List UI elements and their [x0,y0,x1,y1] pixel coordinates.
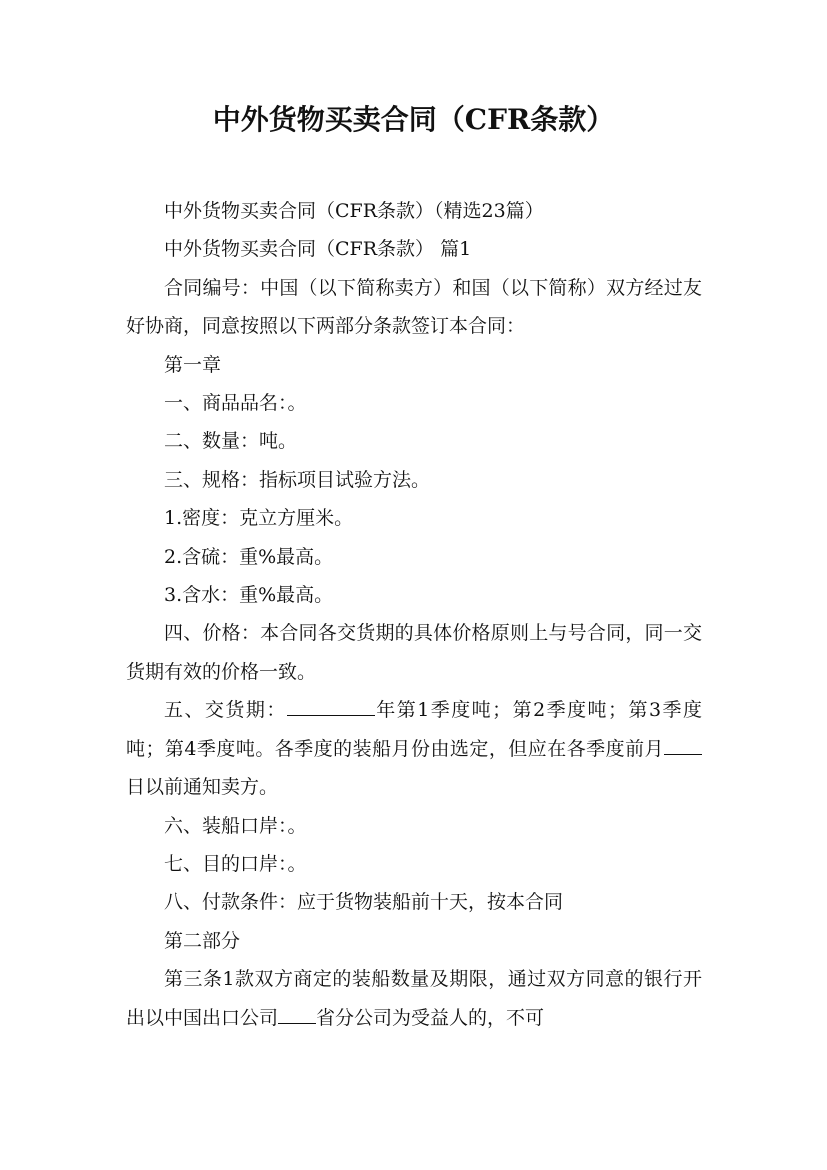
paragraph-item-loading-port: 六、装船口岸：。 [164,814,307,837]
paragraph-item-price: 四、价格：本合同各交货期的具体价格原则上与号合同，同一交货期有效的价格一致。 [126,622,702,683]
paragraph-article-three [126,960,702,1037]
blank-line [664,736,702,755]
document-title: 中外货物买卖合同（CFR条款） [212,103,615,136]
paragraph-item-destination-port: 七、目的口岸：。 [164,852,307,875]
blank-line [278,1005,316,1024]
article-three-text-end: 省分公司为受益人的，不可 [316,1006,545,1029]
document-body [126,192,702,1037]
paragraph-spec-density: 1.密度：克立方厘米。 [164,507,354,530]
paragraph-subtitle: 中外货物买卖合同（CFR条款）（精选23篇） [164,200,544,222]
paragraph-chapter-one: 第一章 [164,353,222,376]
paragraph-spec-sulfur: 2.含硫：重%最高。 [164,545,334,568]
article-three-text-start: 第三条1款双方商定的装船数量及期限，通过双方同意的银行开出以中国出口公司 [126,968,702,1029]
blank-line [287,697,375,716]
delivery-text-start: 五、交货期： [164,699,287,722]
paragraph-spec-water: 3.含水：重%最高。 [164,584,334,607]
paragraph-item-payment: 八、付款条件：应于货物装船前十天，按本合同 [164,891,564,914]
paragraph-item-quantity: 二、数量：吨。 [164,430,298,453]
paragraph-section-heading: 中外货物买卖合同（CFR条款） 篇1 [164,238,472,261]
paragraph-item-product-name: 一、商品品名：。 [164,392,307,415]
paragraph-part-two: 第二部分 [164,929,241,952]
paragraph-item-delivery [126,691,702,806]
delivery-text-end: 日以前通知卖方。 [126,776,279,799]
delivery-text-middle: 年第1季度吨；第2季度吨；第3季度吨；第4季度吨。各季度的装船月份由选定，但应在各季度前月 [126,699,702,760]
paragraph-contract-intro: 合同编号：中国（以下简称卖方）和国（以下简称）双方经过友好协商，同意按照以下两部分条款签订本合同： [126,276,702,338]
paragraph-item-specification: 三、规格：指标项目试验方法。 [164,468,431,491]
